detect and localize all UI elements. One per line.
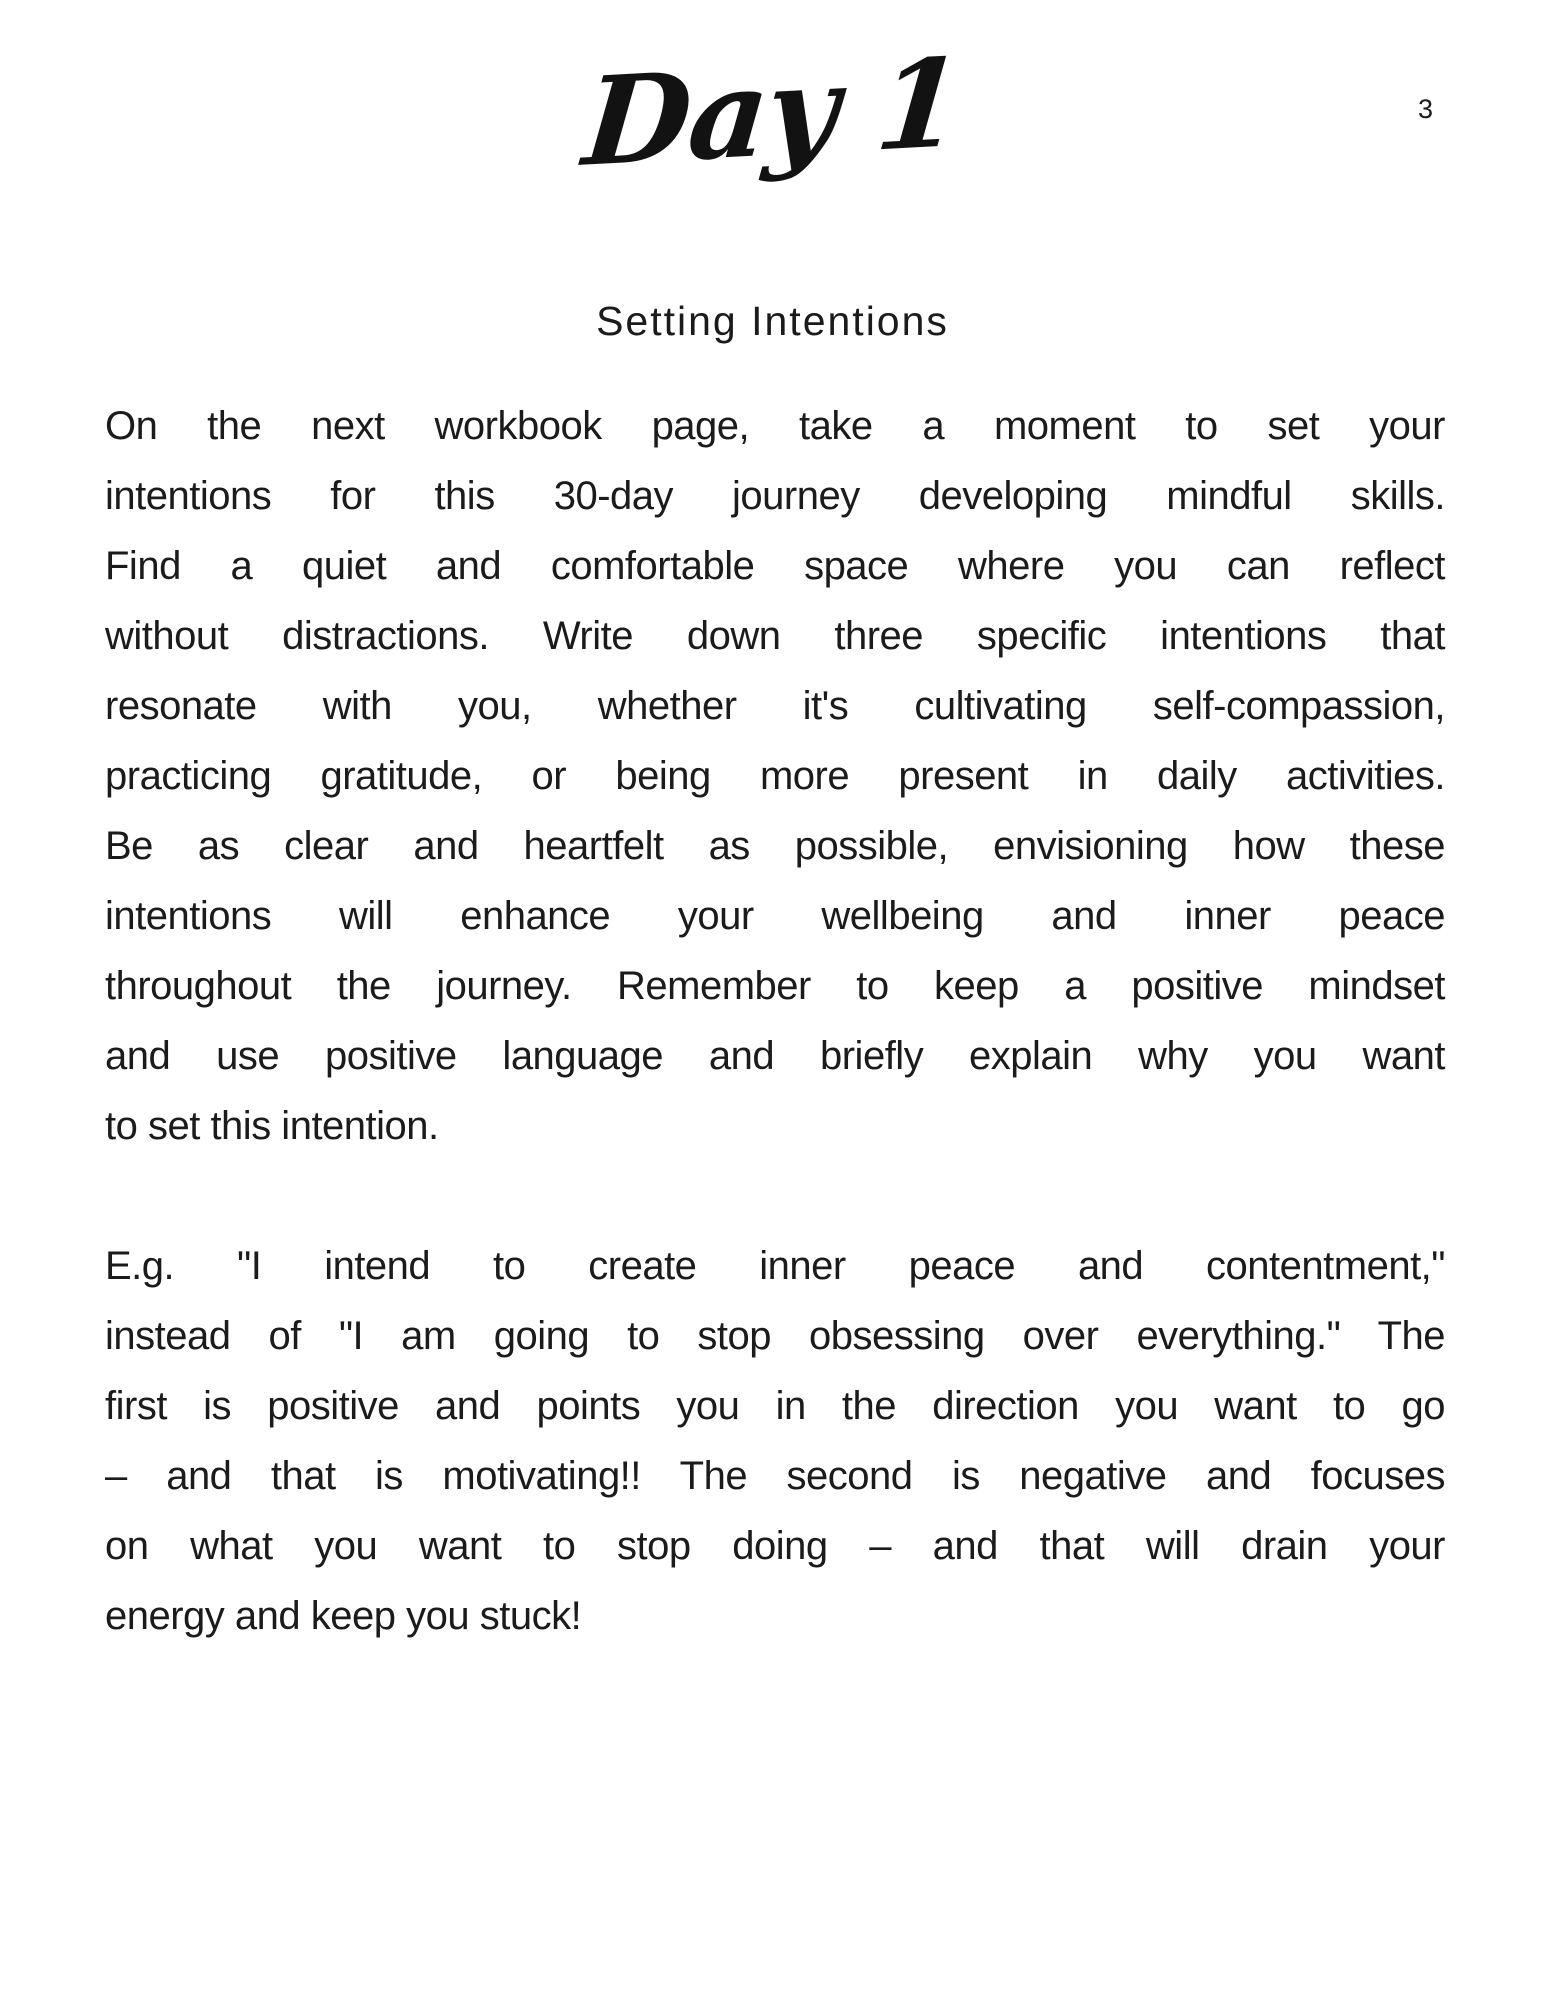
day-title: Day 1 xyxy=(578,30,967,194)
body-paragraph-2 xyxy=(105,1231,1445,1651)
body-line: first is positive and points you in the direction you want to go xyxy=(105,1384,1445,1428)
body-line: without distractions. Write down three specific intentions that xyxy=(105,614,1445,658)
body-paragraph-1 xyxy=(105,391,1445,1161)
body-line: on what you want to stop doing – and that will drain your xyxy=(105,1524,1445,1568)
body-line: instead of "I am going to stop obsessing over everything." The xyxy=(105,1314,1445,1358)
body-text xyxy=(105,391,1445,1651)
body-line: intentions will enhance your wellbeing and inner peace xyxy=(105,894,1445,938)
page-subtitle: Setting Intentions xyxy=(596,298,949,344)
body-line: – and that is motivating!! The second is negative and focuses xyxy=(105,1454,1445,1498)
body-line: Be as clear and heartfelt as possible, envisioning how these xyxy=(105,824,1445,868)
body-line: throughout the journey. Remember to keep a positive mindset xyxy=(105,964,1445,1008)
body-line: intentions for this 30-day journey developing mindful skills. xyxy=(105,474,1445,518)
body-line: energy and keep you stuck! xyxy=(105,1594,582,1638)
body-line: and use positive language and briefly explain why you want xyxy=(105,1034,1445,1078)
page-number: 3 xyxy=(1418,94,1434,124)
body-line: On the next workbook page, take a moment to set your xyxy=(105,404,1445,448)
body-line: to set this intention. xyxy=(105,1104,439,1148)
body-line: E.g. "I intend to create inner peace and contentment," xyxy=(105,1244,1445,1288)
body-line: Find a quiet and comfortable space where you can reflect xyxy=(105,544,1445,588)
body-line: practicing gratitude, or being more present in daily activities. xyxy=(105,754,1445,798)
body-line: resonate with you, whether it's cultivating self-compassion, xyxy=(105,684,1445,728)
